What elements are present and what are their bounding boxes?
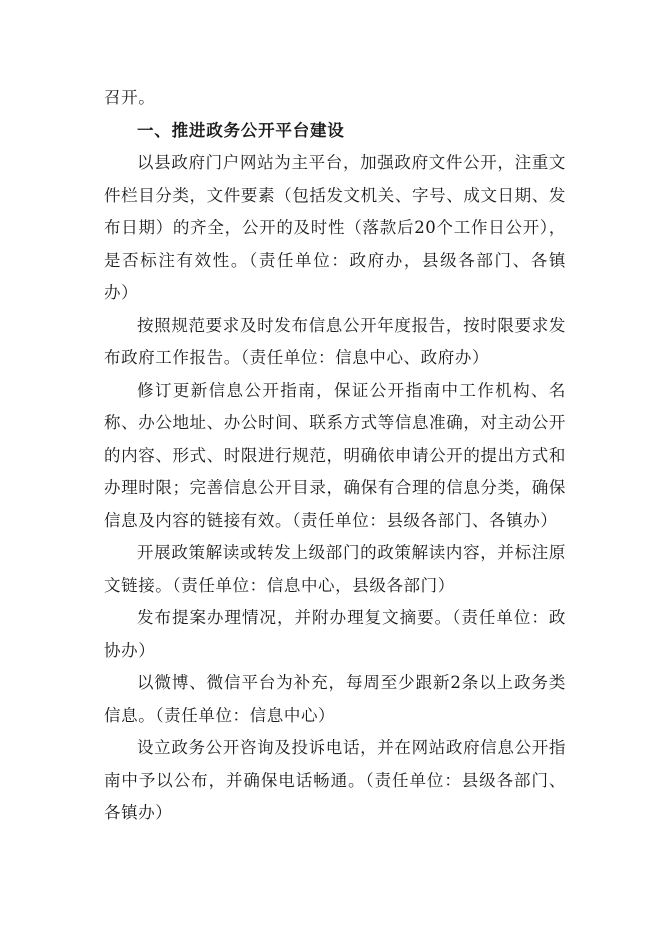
paragraph-proposal-handling: 发布提案办理情况，并附办理复文摘要。（责任单位：政协办）	[104, 608, 566, 660]
opening-fragment: 召开。	[104, 88, 156, 107]
paragraph-hotline: 设立政务公开咨询及投诉电话，并在网站政府信息公开指南中予以公布，并确保电话畅通。（责任单位：县级各部门、各镇办）	[104, 738, 566, 822]
paragraph-weibo-wechat: 以微博、微信平台为补充，每周至少跟新2条以上政务类信息。（责任单位：信息中心）	[104, 673, 566, 725]
document-body	[104, 82, 566, 830]
section-heading: 一、推进政务公开平台建设	[137, 120, 345, 140]
paragraph-annual-report: 按照规范要求及时发布信息公开年度报告，按时限要求发布政府工作报告。（责任单位：信息中心、政府办）	[104, 315, 566, 367]
paragraph-disclosure-guide: 修订更新信息公开指南，保证公开指南中工作机构、名称、办公地址、办公时间、联系方式等信息准确，对主动公开的内容、形式、时限进行规范，明确依申请公开的提出方式和办理时限；完善信息公开目录，确保有合理的信息分类，确保信息及内容的链接有效。（责任单位：县级各部门、各镇办）	[104, 380, 566, 530]
paragraph-website-platform: 以县政府门户网站为主平台，加强政府文件公开，注重文件栏目分类，文件要素（包括发文机关、字号、成文日期、发布日期）的齐全，公开的及时性（落款后20个工作日公开），是否标注有效性。（责任单位：政府办，县级各部门、各镇办）	[104, 153, 566, 302]
paragraph-policy-interpretation: 开展政策解读或转发上级部门的政策解读内容，并标注原文链接。（责任单位：信息中心，县级各部门）	[104, 543, 566, 595]
